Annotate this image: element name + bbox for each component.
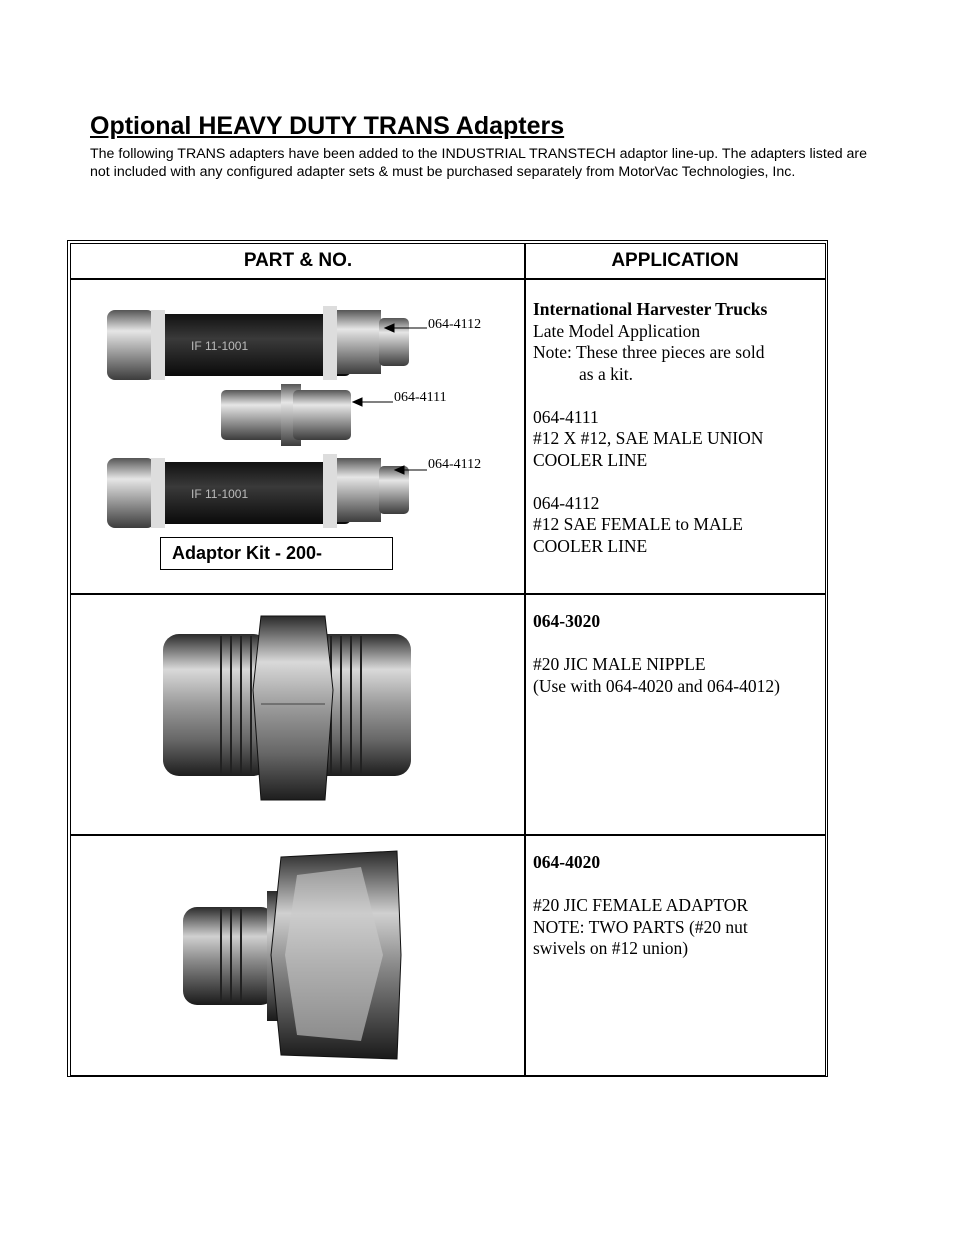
part-description: (Use with 064-4020 and 064-4012): [533, 675, 780, 696]
row2-application-cell: [524, 593, 826, 836]
part-number: 064-4020: [533, 852, 601, 872]
part-number: 064-4111: [533, 406, 599, 427]
header-part-no: PART & NO.: [70, 243, 526, 279]
part-number: 064-4112: [533, 492, 600, 513]
hose-assembly-bottom: [107, 454, 409, 528]
row1-part-cell: [70, 279, 526, 595]
part-description: #12 X #12, SAE MALE UNION: [533, 428, 764, 448]
application-line: Late Model Application: [533, 320, 701, 341]
row1-application-cell: [524, 279, 826, 595]
part-description: COOLER LINE: [533, 449, 648, 470]
application-note: Note: These three pieces are sold: [533, 342, 765, 362]
page-title: Optional HEAVY DUTY TRANS Adapters: [90, 112, 565, 140]
intro-paragraph: The following TRANS adapters have been added to the INDUSTRIAL TRANSTECH adaptor line-up. The adapters listed are not included with any configured adapter sets & must be purchased separately from MotorVac Technologies, Inc.: [90, 146, 868, 180]
svg-text:IF 11-1001: IF 11-1001: [191, 487, 249, 501]
male-nipple-image: [71, 594, 525, 835]
svg-text:IF 11-1001: IF 11-1001: [191, 339, 249, 353]
header-application: APPLICATION: [524, 243, 826, 279]
female-adaptor-image: [71, 835, 525, 1075]
part-description: NOTE: TWO PARTS (#20 nut: [533, 916, 748, 937]
adapters-table: [67, 240, 828, 1077]
part-description: #20 JIC MALE NIPPLE: [533, 654, 706, 674]
callout-label-middle: 064-4111: [394, 390, 447, 405]
part-description: #12 SAE FEMALE to MALE: [533, 514, 743, 534]
part-description: swivels on #12 union): [533, 938, 689, 958]
application-title: International Harvester Trucks: [533, 299, 768, 319]
part-description: #20 JIC FEMALE ADAPTOR: [533, 895, 749, 915]
hose-assembly-top: [107, 306, 409, 380]
row3-part-cell: [70, 834, 526, 1076]
application-note-cont: as a kit.: [579, 363, 633, 384]
callout-label-bottom: 064-4112: [428, 457, 482, 472]
union-fitting: [221, 384, 351, 446]
adaptor-kit-label: Adaptor Kit - 200-: [160, 537, 393, 570]
part-description: COOLER LINE: [533, 535, 648, 556]
part-number: 064-3020: [533, 611, 601, 631]
callout-label-top: 064-4112: [428, 317, 482, 332]
row3-application-cell: [524, 834, 826, 1076]
row2-part-cell: [70, 593, 526, 836]
